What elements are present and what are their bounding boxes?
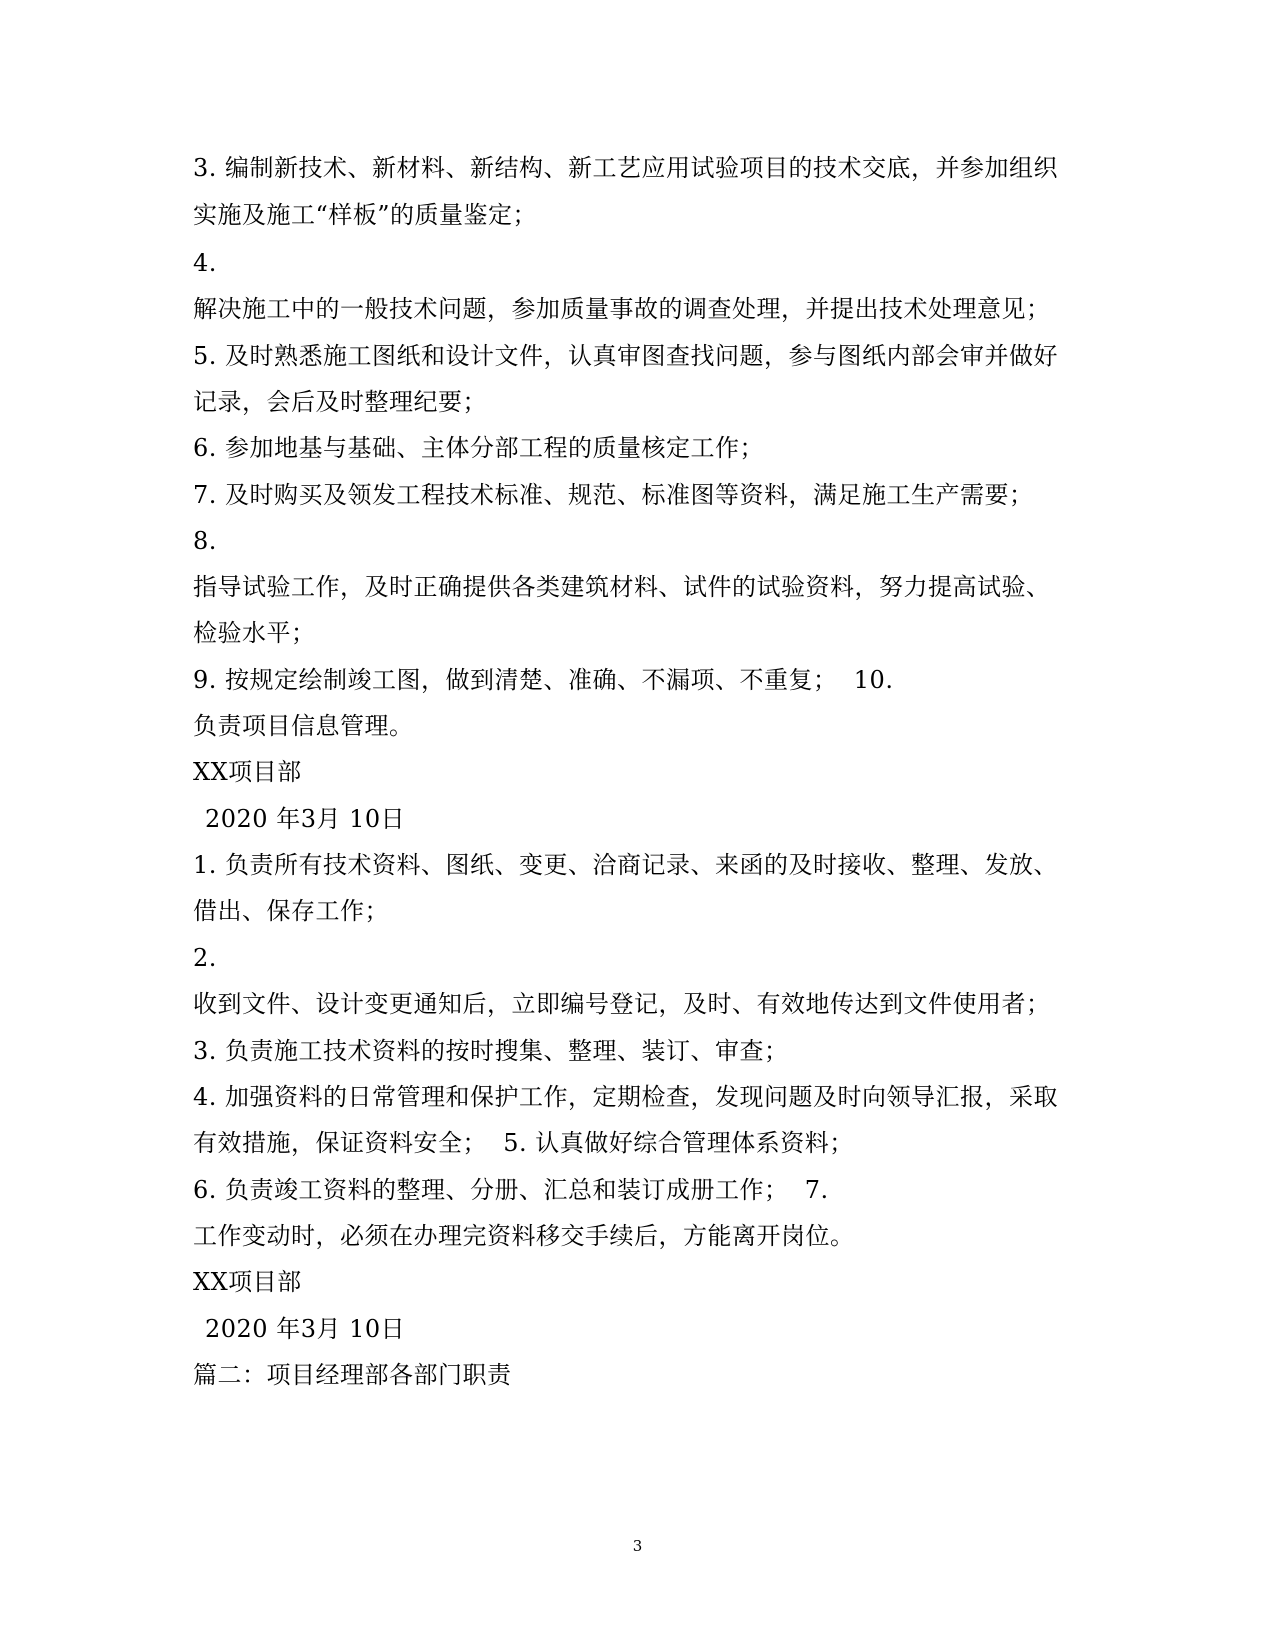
text-line: 实施及施工“样板”的质量鉴定； [193,201,538,229]
text-line: 7. 及时购买及领发工程技术标准、规范、标准图等资料，满足施工生产需要； [193,481,1034,509]
signature-date: 2020 年3月 10日 [205,1315,406,1343]
text-line: 4. 加强资料的日常管理和保护工作，定期检查，发现问题及时向领导汇报，采取 [193,1083,1059,1111]
text-line: 解决施工中的一般技术问题，参加质量事故的调查处理，并提出技术处理意见； [193,295,1051,323]
text-line: 借出、保存工作； [193,897,389,925]
text-line: 6. 参加地基与基础、主体分部工程的质量核定工作； [193,434,765,462]
section-heading: 篇二：项目经理部各部门职责 [193,1361,512,1389]
text-line: 记录，会后及时整理纪要； [193,388,487,416]
signature-org: XX项目部 [193,1268,302,1296]
text-line: 指导试验工作，及时正确提供各类建筑材料、试件的试验资料，努力提高试验、 [193,573,1051,601]
text-line: 收到文件、设计变更通知后，立即编号登记，及时、有效地传达到文件使用者； [193,990,1051,1018]
page-number: 3 [632,1537,643,1555]
text-line: 负责项目信息管理。 [193,712,414,740]
text-line: 2. [193,944,217,972]
text-line: 3. 负责施工技术资料的按时搜集、整理、装订、审查； [193,1037,789,1065]
text-line: 1. 负责所有技术资料、图纸、变更、洽商记录、来函的及时接收、整理、发放、 [193,851,1059,879]
text-line: 4. [193,249,217,277]
text-line: 工作变动时，必须在办理完资料移交手续后，方能离开岗位。 [193,1222,855,1250]
text-line: 9. 按规定绘制竣工图，做到清楚、准确、不漏项、不重复； 10. [193,666,894,694]
signature-date: 2020 年3月 10日 [205,805,406,833]
text-line: 5. 及时熟悉施工图纸和设计文件，认真审图查找问题，参与图纸内部会审并做好 [193,342,1059,370]
text-line: 6. 负责竣工资料的整理、分册、汇总和装订成册工作； 7. [193,1176,829,1204]
text-line: 3. 编制新技术、新材料、新结构、新工艺应用试验项目的技术交底，并参加组织 [193,154,1059,182]
text-line: 有效措施，保证资料安全； 5. 认真做好综合管理体系资料； [193,1129,854,1157]
text-line: 8. [193,527,217,555]
text-line: 检验水平； [193,619,316,647]
signature-org: XX项目部 [193,758,302,786]
